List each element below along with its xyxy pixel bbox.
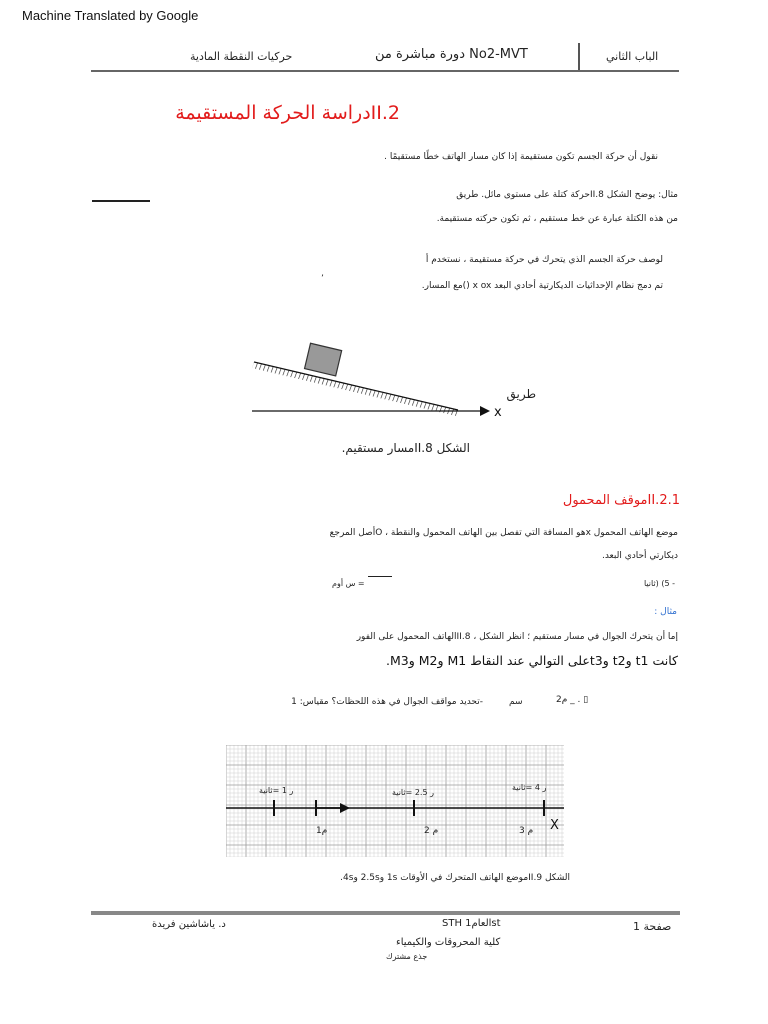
header-course-title: دورة مباشرة من No2-MVT <box>375 47 528 62</box>
figure-8-inclined-plane <box>240 340 560 430</box>
example2-line2: كانت t1 وt2 وt3على التوالي عند النقاط M1 وM2 وM3. <box>385 653 678 668</box>
block-mass <box>305 343 342 376</box>
figure-8-caption: الشكل 8.IIمسار مستقيم. <box>341 441 470 455</box>
footer-author: د. ياشاشين فريدة <box>152 919 226 930</box>
point-label-m2: 2 م <box>424 826 439 836</box>
header-chapter-subject: حركيات النقطة المادية <box>190 50 293 63</box>
formula-right: - 5) (ثانيا <box>643 579 675 588</box>
question-text: -تحديد مواقف الجوال في هذه اللحظات؟ مقياس: 1 <box>291 697 483 707</box>
section-title: II.2دراسة الحركة المستقيمة <box>175 102 400 124</box>
path-label: طريق <box>506 387 536 401</box>
x-axis-label: x <box>494 405 502 420</box>
intro-paragraph: نقول أن حركة الجسم تكون مستقيمة إذا كان مسار الهاتف خطًا مستقيمًا . <box>384 152 658 162</box>
point-label-m1: 1م <box>316 826 328 836</box>
figure9-axis-label: X <box>550 818 559 833</box>
formula-left: س أوم = <box>332 579 365 588</box>
example2-line1: إما أن يتحرك الجوال في مسار مستقيم ؛ انظر الشكل ، 8.IIالهاتف المحمول على الفور <box>356 632 678 642</box>
describe-line2: تم دمج نظام الإحداثيات الديكارتية أحادي البعد x ox ()مع المسار. <box>421 281 663 291</box>
graph-paper-grid <box>226 745 564 857</box>
translation-banner: Machine Translated by Google <box>22 8 199 23</box>
formula-overline <box>368 576 392 577</box>
position-line1: موضع الهاتف المحمول xهو المسافة التي تفصل بين الهاتف المحمول والنقطة ، Oأصل المرجع <box>329 528 678 538</box>
footer-page: صفحة 1 <box>633 920 672 933</box>
example1-line1: مثال: يوضح الشكل 8.IIحركة كتلة على مستوى مائل. طريق <box>456 190 678 200</box>
header-separator <box>578 43 580 71</box>
time-label-t1: ر 1 =ثانية <box>259 786 294 795</box>
header-chapter-number: الباب الثاني <box>606 50 659 63</box>
unit-cm: سم <box>509 697 523 707</box>
margin-rule <box>92 200 150 202</box>
describe-line1: لوصف حركة الجسم الذي يتحرك في حركة مستقيمة ، نستخدم أ <box>425 255 663 265</box>
position-line2: ديكارتي أحادي البعد. <box>601 551 678 561</box>
unit-m2: 2م _ . ▯ <box>556 695 589 705</box>
figure-9-graph <box>226 745 566 857</box>
figure-9-caption: الشكل 9.IIموضع الهاتف المتحرك في الأوقات 1s و2.5s و4s. <box>340 873 570 883</box>
inclined-plane-surface <box>254 362 458 410</box>
footer-rule <box>91 911 680 915</box>
point-label-m3: 3 م <box>519 826 534 836</box>
stray-mark: ʼ <box>321 274 324 284</box>
inclined-plane-hatching <box>252 362 458 416</box>
time-label-t3: ر 4 =ثانية <box>512 783 547 792</box>
example-label: مثال : <box>654 607 677 617</box>
example1-line2: من هذه الكتلة عبارة عن خط مستقيم ، ثم تكون حركته مستقيمة. <box>436 214 678 224</box>
time-label-t2: ر 2.5 =ثانية <box>392 788 434 797</box>
header-rule <box>91 70 679 72</box>
x-axis-arrow <box>480 406 490 416</box>
footer-common-trunk: جذع مشترك <box>386 952 428 961</box>
velocity-arrow-head <box>340 803 350 813</box>
subsection-title: II.2.1موقف المحمول <box>562 493 680 508</box>
footer-faculty: كلية المحروقات والكيمياء <box>396 937 501 948</box>
footer-year: STH العام1st <box>442 918 501 929</box>
